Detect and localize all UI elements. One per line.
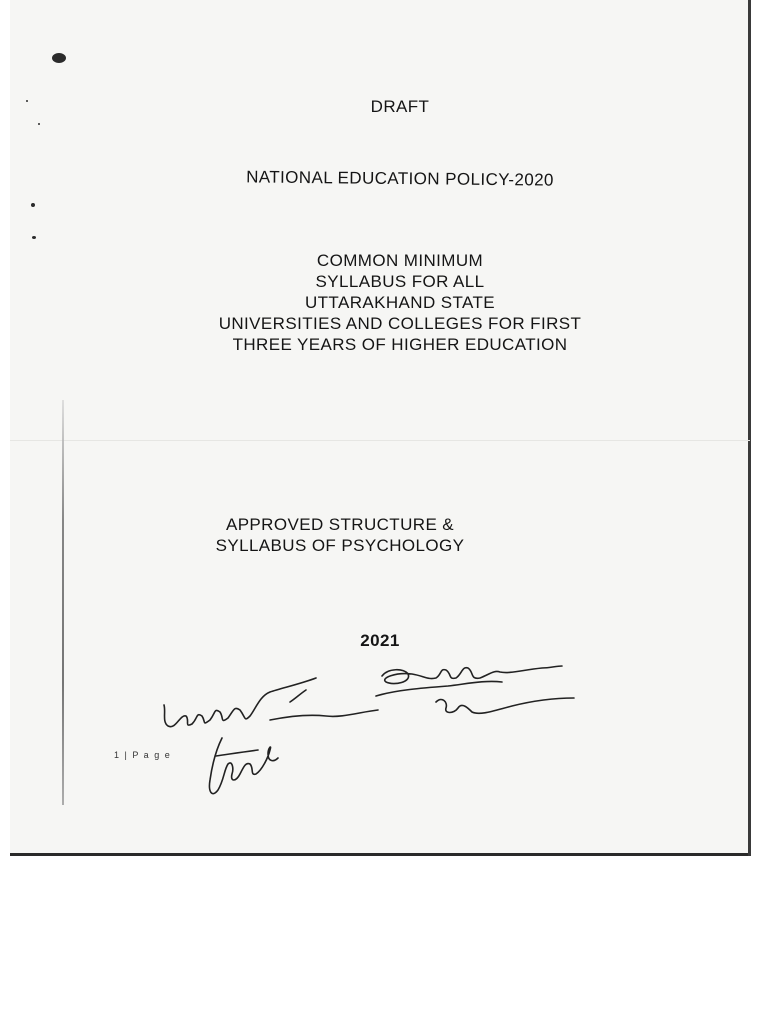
- signature-stroke: [216, 750, 258, 756]
- scan-edge: [748, 0, 751, 856]
- syllabus-title-line: UNIVERSITIES AND COLLEGES FOR FIRST: [218, 314, 582, 333]
- draft-label: DRAFT: [370, 97, 430, 116]
- signature-stroke: [270, 710, 378, 720]
- signature-stroke: [382, 666, 562, 684]
- syllabus-title-line: COMMON MINIMUM: [316, 251, 484, 270]
- syllabus-title-line: SYLLABUS FOR ALL: [315, 272, 485, 291]
- binding-mark: [62, 400, 64, 805]
- syllabus-title-line: THREE YEARS OF HIGHER EDUCATION: [232, 335, 568, 354]
- policy-title: NATIONAL EDUCATION POLICY-2020: [246, 167, 554, 190]
- approved-structure-block: [0, 514, 710, 556]
- syllabus-title-block: [30, 250, 768, 355]
- signature-stroke: [436, 698, 574, 713]
- signature-stroke: [164, 678, 316, 727]
- signature-stroke: [290, 690, 306, 702]
- scan-speck: [52, 53, 66, 63]
- signature-stroke: [209, 738, 278, 794]
- scan-speck: [32, 236, 36, 239]
- handwritten-signatures: [150, 650, 590, 810]
- syllabus-title-line: UTTARAKHAND STATE: [304, 293, 496, 312]
- page-number: 1 | P a g e: [114, 750, 172, 760]
- year-label: 2021: [360, 631, 400, 650]
- approved-line: SYLLABUS OF PSYCHOLOGY: [215, 536, 465, 555]
- approved-line: APPROVED STRUCTURE &: [225, 515, 455, 534]
- scan-speck: [38, 123, 40, 125]
- scan-speck: [26, 100, 28, 102]
- page-fold-line: [10, 440, 750, 441]
- scan-speck: [31, 203, 35, 207]
